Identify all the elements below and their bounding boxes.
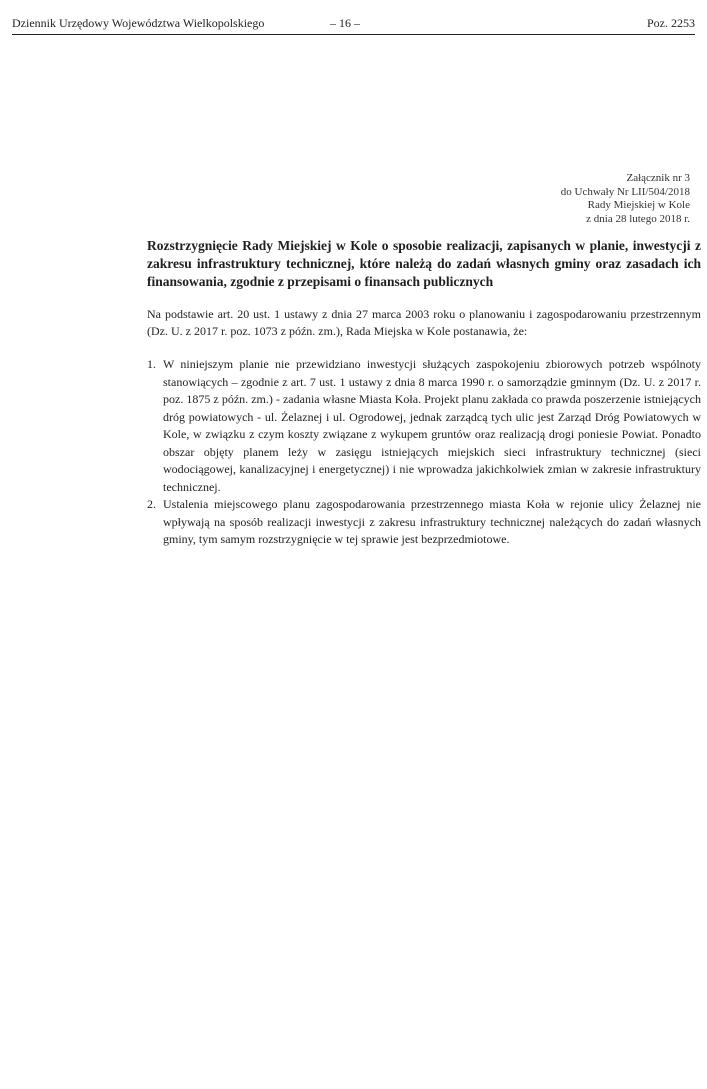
list-item bbox=[147, 496, 701, 549]
item-text: Ustalenia miejscowego planu zagospodarowania przestrzennego miasta Koła w rejonie ulicy Żelaznej nie wpływają na sposób realizacji inwestycji z zakresu infrastruktury technicznej należących do zadań własnych gminy, tym samym rozstrzygnięcie w tej sprawie jest bezprzedmiotowe. bbox=[163, 497, 701, 546]
item-text: W niniejszym planie nie przewidziano inwestycji służących zaspokojeniu zbiorowych potrzeb wspólnoty stanowiących – zgodnie z art. 7 ust. 1 ustawy z dnia 8 marca 1990 r. o samorządzie gminnym (Dz. U. z 2017 r. poz. 1875 z późn. zm.) - zadania własne Miasta Koła. Projekt planu zakłada co prawda poszerzenie istniejących dróg powiatowych - ul. Żelaznej i ul. Ogrodowej, jednak zarządcą tych ulic jest Zarząd Dróg Powiatowych w Kole, w związku z czym koszty związane z wykupem gruntów oraz realizacją drogi poniesie Powiat. Ponadto obszar objęty planem leży w zasięgu istniejących miejskich sieci infrastruktury technicznej (sieci wodociągowej, kanalizacyjnej i energetycznej) i nie wprowadza jakichkolwiek zmian w zakresie infrastruktury technicznej. bbox=[163, 357, 701, 494]
list-item bbox=[147, 356, 701, 496]
item-number: 2. bbox=[147, 497, 156, 511]
annex-number: Załącznik nr 3 bbox=[626, 172, 690, 184]
item-number: 1. bbox=[147, 357, 156, 371]
intro-paragraph: Na podstawie art. 20 ust. 1 ustawy z dnia 27 marca 2003 roku o planowaniu i zagospodarowaniu przestrzennym (Dz. U. z 2017 r. poz. 1073 z późn. zm.), Rada Miejska w Kole postanawia, że: bbox=[147, 307, 701, 338]
page-number: – 16 – bbox=[330, 16, 360, 30]
council-name: Rady Miejskiej w Kole bbox=[587, 199, 690, 212]
position-number: Poz. 2253 bbox=[647, 16, 695, 30]
document-title: Rozstrzygnięcie Rady Miejskiej w Kole o sposobie realizacji, zapisanych w planie, inwestycji z zakresu infrastruktury technicznej, które należą do zadań własnych gminy oraz zasadach ich finansowania, zgodnie z przepisami o finansach publicznych bbox=[147, 238, 701, 289]
annex-reference bbox=[561, 172, 690, 226]
decision-list bbox=[147, 356, 701, 549]
journal-name: Dziennik Urzędowy Województwa Wielkopolskiego bbox=[12, 16, 265, 30]
page-header bbox=[12, 14, 695, 35]
resolution-date: z dnia 28 lutego 2018 r. bbox=[586, 212, 690, 225]
resolution-number: do Uchwały Nr LII/504/2018 bbox=[560, 185, 690, 198]
